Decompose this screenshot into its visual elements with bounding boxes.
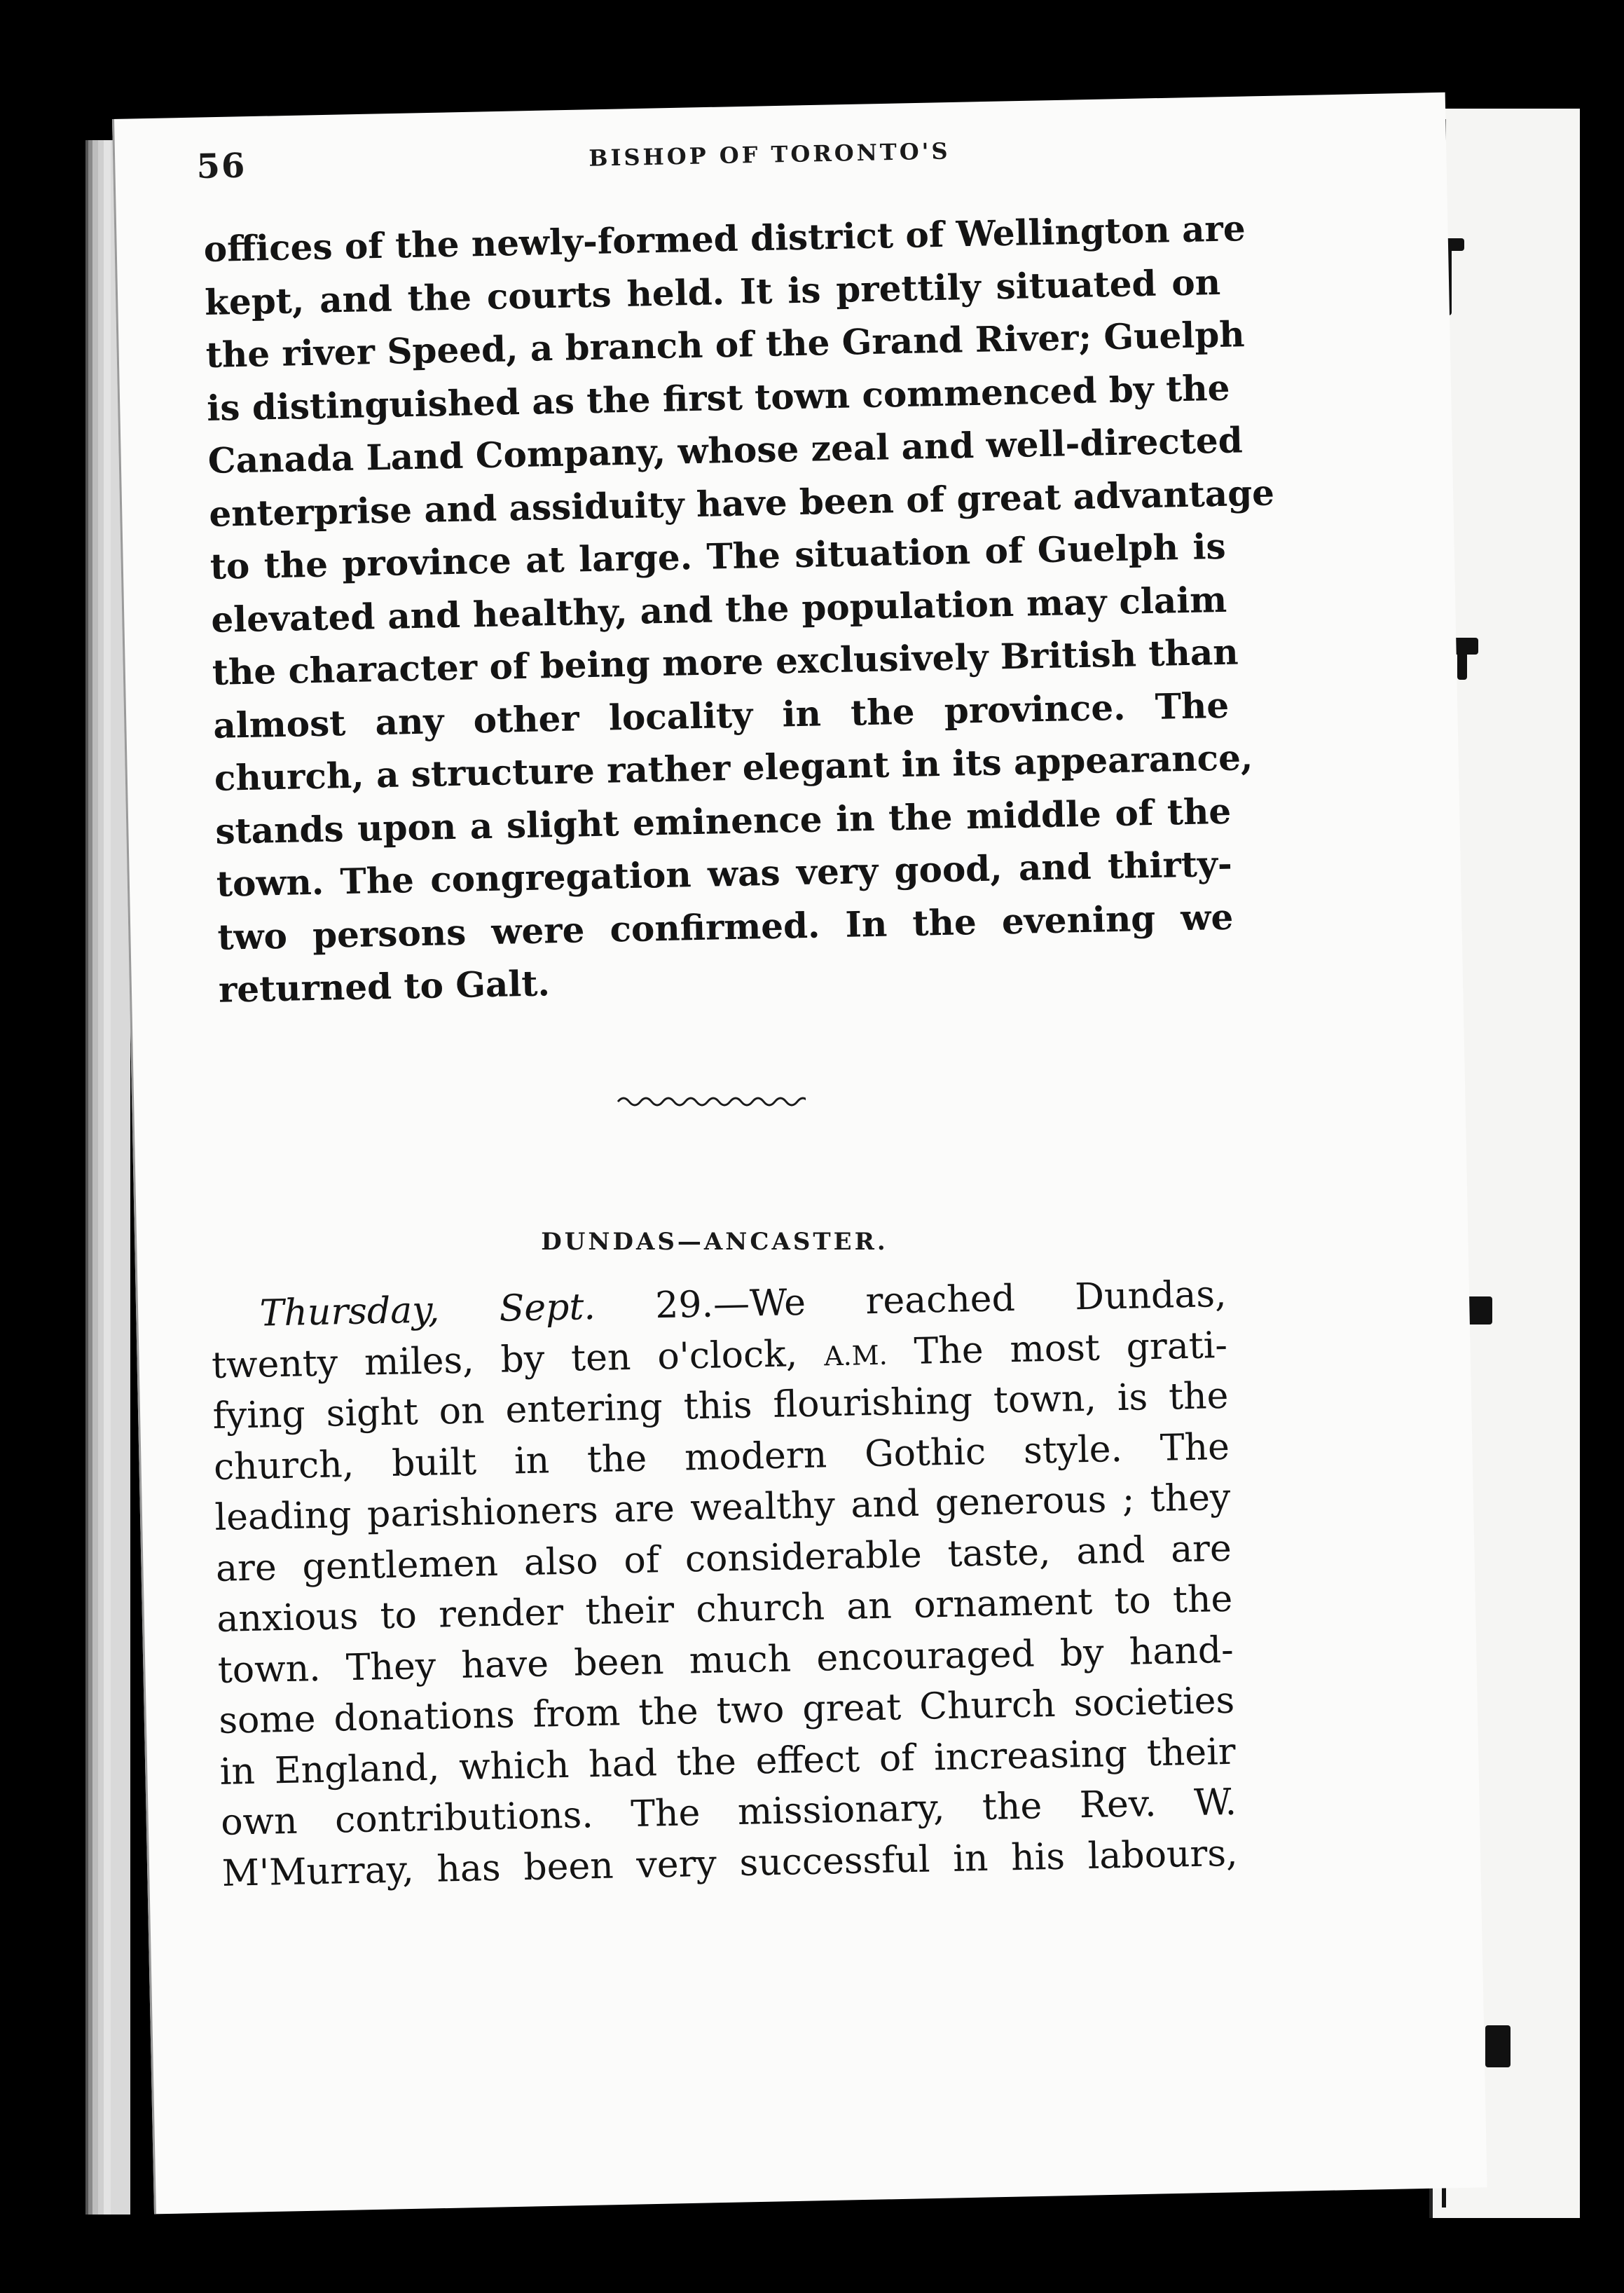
text-line: church, built in the modern Gothic style. The [213, 1425, 1230, 1488]
wavy-ornament-rule [617, 1093, 806, 1110]
text-line: fying sight on entering this flourishing town, is the [212, 1374, 1229, 1437]
text-line: the character of being more exclusively British than [212, 631, 1239, 693]
page-number: 56 [196, 146, 247, 186]
text-line: church, a structure rather elegant in its appearance, [214, 737, 1253, 799]
text-line: town. They have been much encouraged by hand- [217, 1629, 1234, 1692]
binding-mark [1485, 2025, 1511, 2067]
line-2-start: twenty miles, by ten o'clock, [211, 1332, 798, 1387]
text-line: returned to Galt. [218, 962, 551, 1011]
date-day: Thursday, [259, 1289, 440, 1335]
running-title: BISHOP OF TORONTO'S [589, 137, 951, 172]
text-line: anxious to render their church an ornament to the [216, 1577, 1233, 1641]
text-line: town. The congregation was very good, and thirty- [216, 842, 1233, 905]
text-line: almost any other locality in the province. The [212, 684, 1230, 746]
text-line: in England, which had the effect of increasing their [219, 1730, 1237, 1793]
date-rest: 29.—We reached Dundas, [654, 1273, 1227, 1327]
text-line: M'Murray, has been very successful in his labours, [221, 1832, 1239, 1895]
line-2-end: The most grati- [914, 1324, 1228, 1373]
time-am: A.M. [823, 1339, 888, 1371]
binding-mark [1457, 638, 1467, 680]
text-line: two persons were confirmed. In the evening we [216, 896, 1234, 958]
text-line: elevated and healthy, and the population may claim [210, 578, 1227, 641]
text-line: leading parishioners are wealthy and generous ; they [214, 1476, 1231, 1539]
text-line: own contributions. The missionary, the Rev. W. [220, 1781, 1237, 1844]
text-line: to the province at large. The situation of Guelph is [209, 525, 1227, 587]
text-line: offices of the newly-formed district of Wellington are [203, 207, 1246, 270]
paragraph-guelph [203, 203, 1275, 1016]
text-line: is distinguished as the first town commenced by the [206, 367, 1230, 429]
text-line: enterprise and assiduity have been of great advantage [208, 471, 1275, 535]
section-heading: DUNDAS—ANCASTER. [541, 1228, 888, 1256]
text-line: the river Speed, a branch of the Grand River; Guelph [205, 313, 1246, 376]
text-line: are gentlemen also of considerable taste, and are [215, 1527, 1232, 1590]
paragraph-dundas [210, 1269, 1238, 1899]
text-line: stands upon a slight eminence in the middle of the [214, 790, 1232, 852]
text-line: some donations from the two great Church societies [218, 1679, 1235, 1742]
text-line: kept, and the courts held. It is prettily situated on [204, 261, 1221, 323]
text-line: Canada Land Company, whose zeal and well-directed [207, 419, 1244, 481]
date-month: Sept. [499, 1285, 596, 1330]
